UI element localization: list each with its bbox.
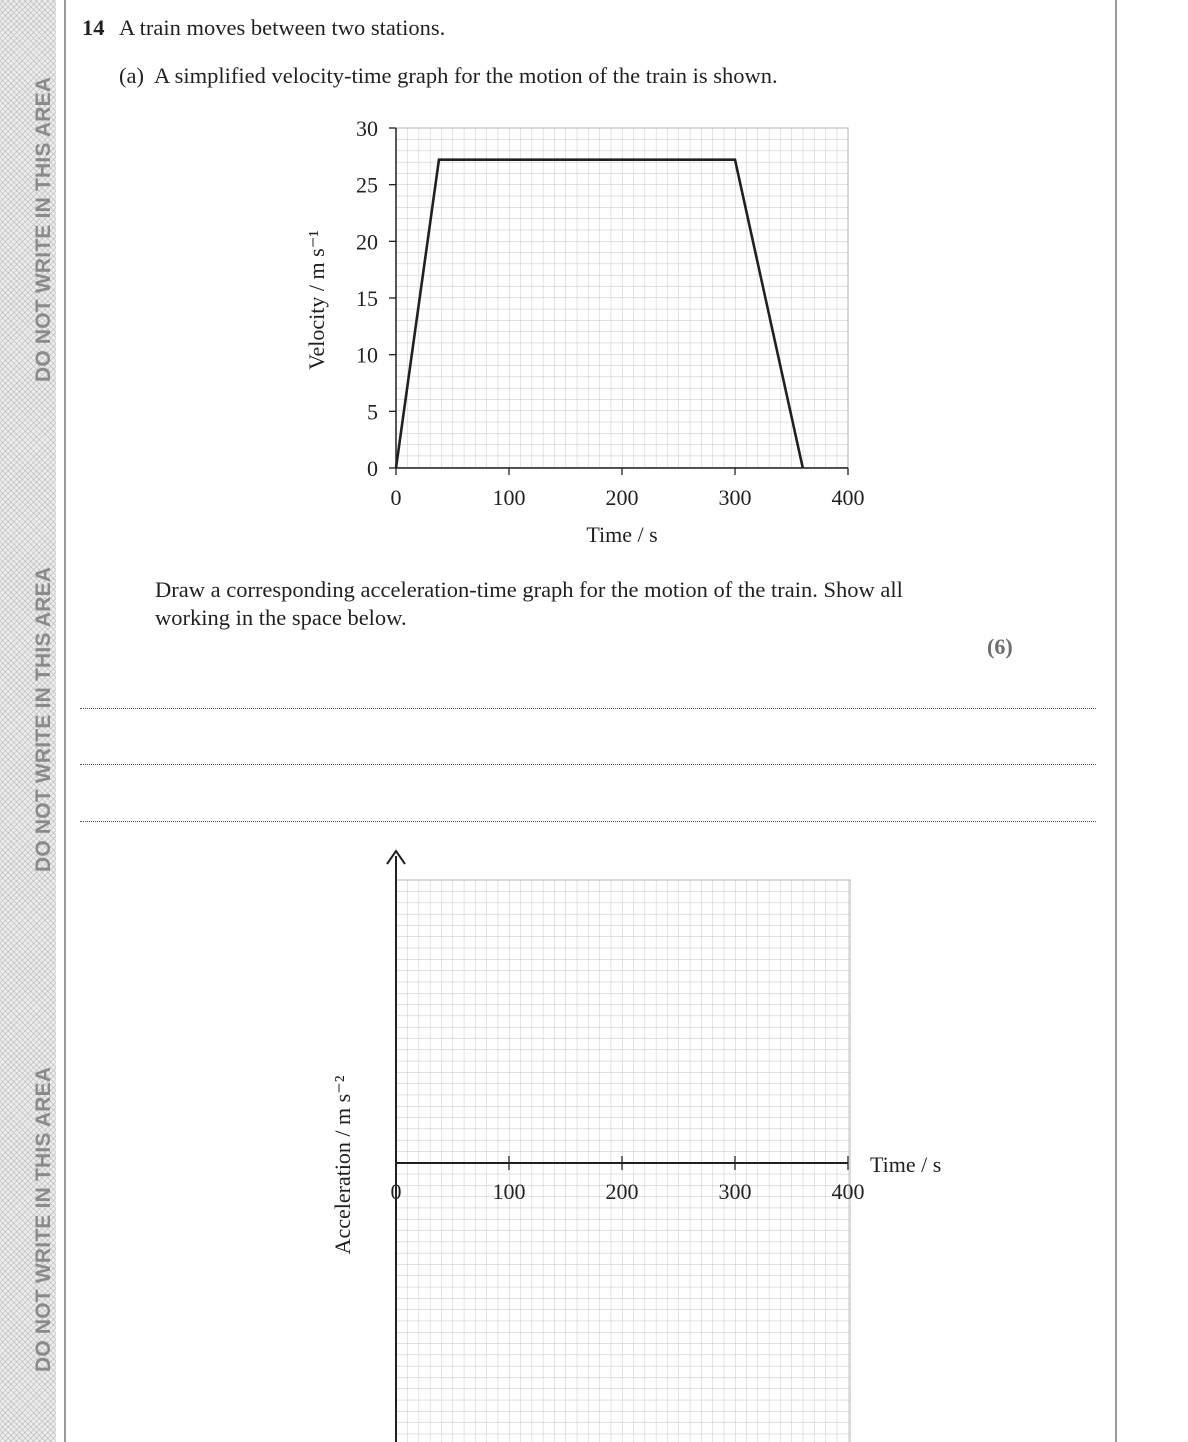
margin-warning-3: DO NOT WRITE IN THIS AREA: [32, 1066, 55, 1372]
part-a-text: A simplified velocity-time graph for the motion of the train is shown.: [154, 63, 778, 88]
x-tick-label: 400: [831, 485, 865, 510]
question-number: 14: [82, 15, 105, 40]
margin-warning-2: DO NOT WRITE IN THIS AREA: [32, 566, 55, 872]
x-tick-label: 100: [492, 1179, 526, 1204]
x-tick-label: 200: [605, 1179, 639, 1204]
question-stem: A train moves between two stations.: [119, 15, 446, 40]
x-tick-label: 300: [718, 485, 752, 510]
y-tick-label: 30: [356, 116, 378, 141]
y-tick-label: 10: [356, 342, 378, 368]
instruction-line-1: Draw a corresponding acceleration-time graph for the motion of the train. Show all: [155, 577, 903, 602]
margin-warning-1: DO NOT WRITE IN THIS AREA: [32, 76, 55, 382]
x-tick-label: 200: [605, 485, 639, 510]
x-tick-label: 0: [390, 485, 402, 510]
part-a-label: (a): [119, 63, 144, 88]
y-axis-label: Acceleration / m s⁻²: [330, 1075, 355, 1255]
instruction-line-2: working in the space below.: [155, 605, 407, 630]
x-tick-label: 100: [492, 485, 526, 510]
y-tick-label: 0: [367, 456, 378, 481]
x-tick-label: 300: [718, 1179, 752, 1204]
x-axis-label: Time / s: [870, 1152, 942, 1177]
x-axis-label: Time / s: [586, 522, 658, 547]
acceleration-grid: [396, 880, 850, 1442]
x-tick-label: 0: [390, 1179, 402, 1204]
x-tick-label: 400: [831, 1179, 865, 1204]
y-tick-label: 5: [367, 399, 378, 425]
y-tick-label: 15: [356, 286, 378, 311]
y-tick-label: 25: [356, 172, 378, 198]
y-tick-label: 20: [356, 229, 378, 255]
y-axis-label: Velocity / m s⁻¹: [304, 230, 329, 370]
marks-allocation: (6): [987, 634, 1013, 659]
